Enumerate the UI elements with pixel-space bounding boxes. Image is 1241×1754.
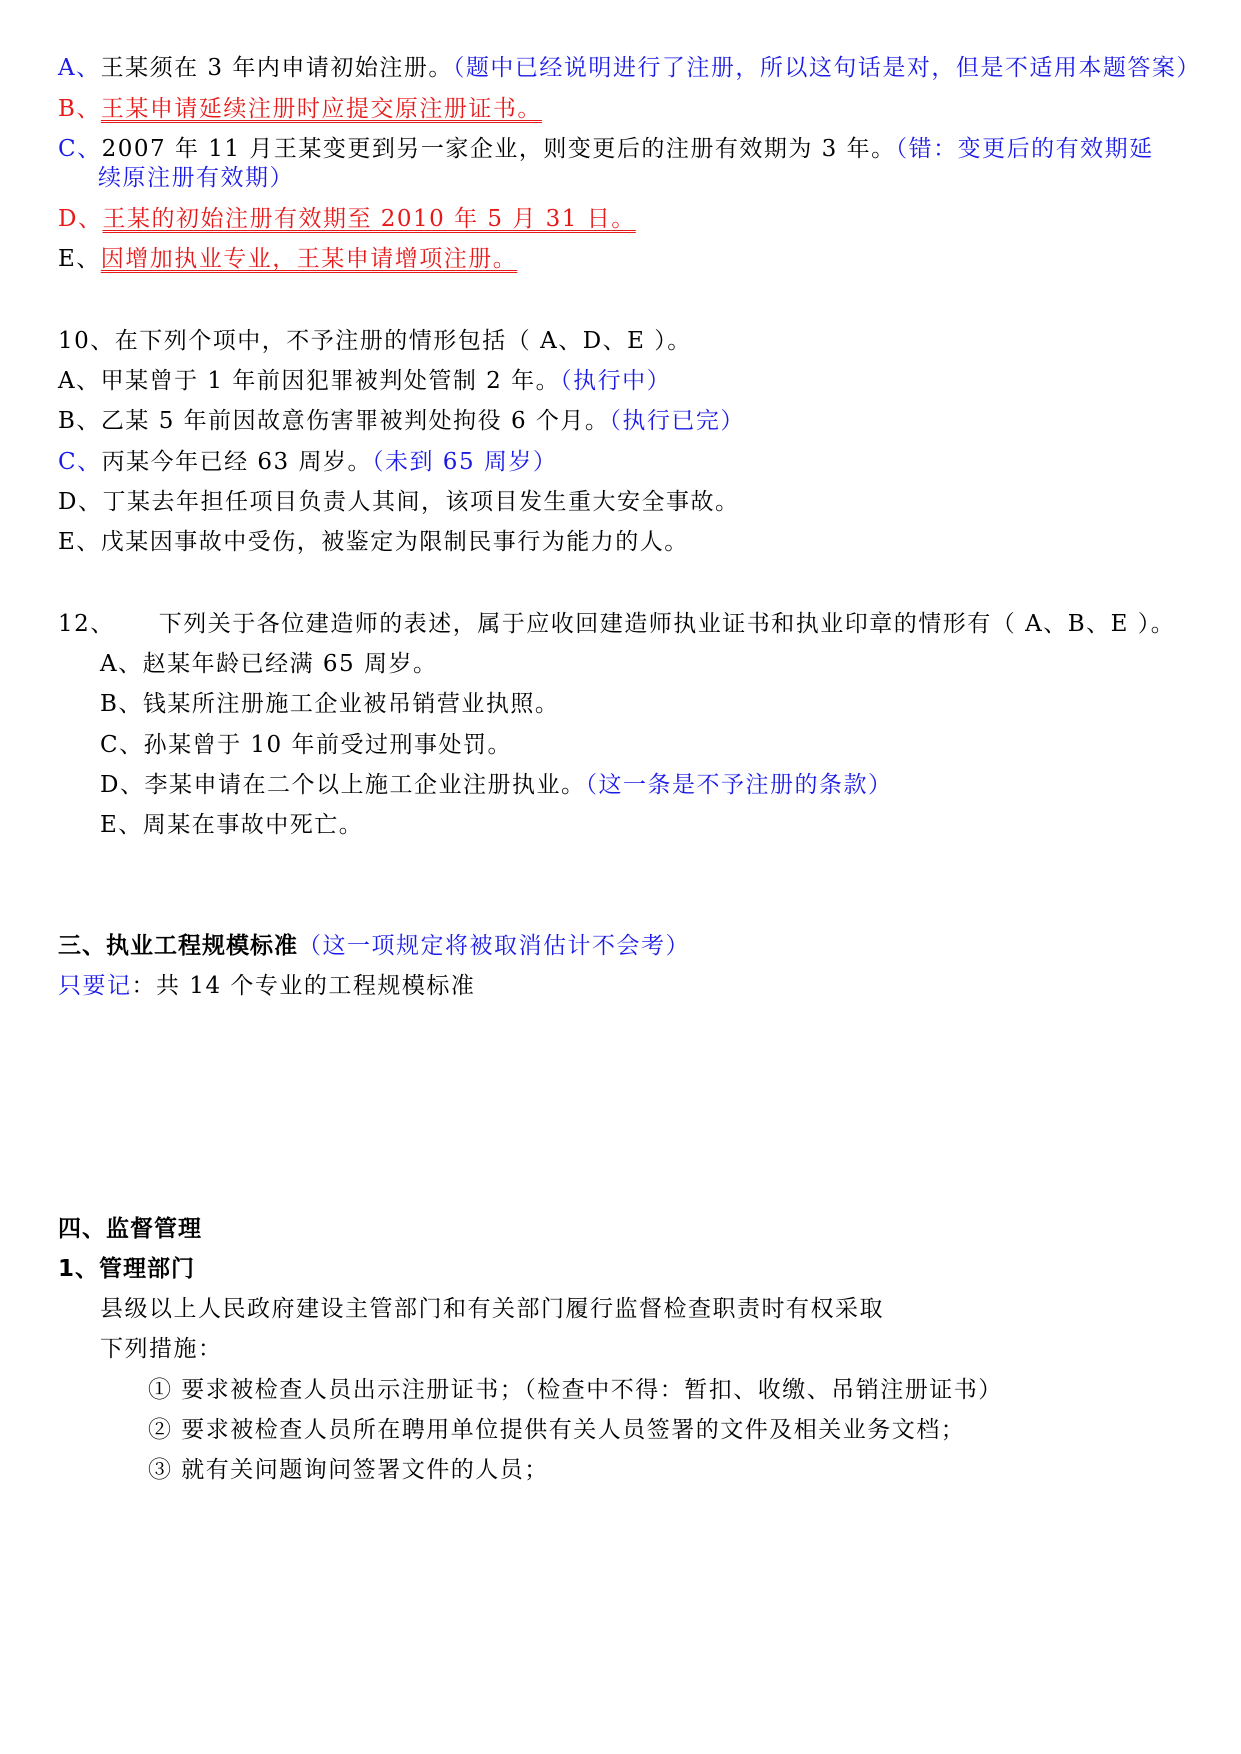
section-4-paragraph-2: 下列措施： — [100, 1336, 223, 1362]
option-a-label: A、 — [58, 55, 101, 81]
q12-option-c: C、孙某曾于 10 年前受过刑事处罚。 — [100, 732, 512, 758]
q10-option-c — [58, 446, 1201, 478]
q12-option-d-text: D、李某申请在二个以上施工企业注册执业。 — [100, 772, 586, 798]
measure-item-1: ① 要求被检查人员出示注册证书；（检查中不得：暂扣、收缴、吊销注册证书） — [148, 1377, 1003, 1403]
option-d-line — [58, 203, 1201, 235]
option-c-text: 2007 年 11 月王某变更到另一家企业，则变更后的注册有效期为 3 年。 — [101, 136, 896, 162]
option-e-line — [58, 243, 1201, 275]
q10-option-d: D、丁某去年担任项目负责人其间，该项目发生重大安全事故。 — [58, 489, 740, 515]
section-3-remember — [58, 970, 1201, 1002]
q10-option-c-label: C、 — [58, 449, 102, 475]
q10-option-a-text: A、甲某曾于 1 年前因犯罪被判处管制 2 年。 — [58, 368, 561, 394]
q10-option-c-text: 丙某今年已经 63 周岁。 — [101, 449, 372, 475]
option-c-note-1: （错：变更后的有效期延 — [895, 136, 1154, 162]
option-a-text: 王某须在 3 年内申请初始注册。 — [100, 55, 453, 81]
option-d-label: D、 — [58, 206, 103, 232]
option-a-note: （题中已经说明进行了注册，所以这句话是对，但是不适用本题答案） — [452, 55, 1201, 81]
q10-option-b — [58, 405, 1201, 437]
option-c-label: C、 — [58, 136, 102, 162]
option-c-note-2: 续原注册有效期） — [98, 165, 294, 191]
option-b-line — [58, 93, 1201, 125]
section-3-title: 三、执业工程规模标准 — [58, 933, 298, 959]
q12-option-e: E、周某在事故中死亡。 — [100, 812, 364, 838]
q10-option-c-note: （未到 65 周岁） — [372, 449, 558, 475]
option-e-label: E、 — [58, 246, 101, 272]
q10-option-a-note: （执行中） — [560, 368, 672, 394]
section-3-note: （这一项规定将被取消估计不会考） — [298, 933, 690, 959]
remember-label: 只要记 — [58, 973, 132, 999]
q12-option-b: B、钱某所注册施工企业被吊销营业执照。 — [100, 691, 560, 717]
q10-option-b-text: B、乙某 5 年前因故意伤害罪被判处拘役 6 个月。 — [58, 408, 610, 434]
option-c-line — [58, 133, 1201, 165]
option-d-text: 王某的初始注册有效期至 2010 年 5 月 31 日。 — [102, 206, 636, 232]
measure-item-2: ② 要求被检查人员所在聘用单位提供有关人员签署的文件及相关业务文档； — [148, 1417, 966, 1443]
section-3-heading — [58, 930, 1201, 962]
option-b-label: B、 — [58, 96, 101, 122]
section-4-paragraph-1: 县级以上人民政府建设主管部门和有关部门履行监督检查职责时有权采取 — [100, 1296, 884, 1322]
q12-stem-line — [58, 608, 1201, 640]
measure-item-3: ③ 就有关问题询问签署文件的人员； — [148, 1457, 549, 1483]
q10-option-a — [58, 365, 1201, 397]
q10-option-e: E、戊某因事故中受伤，被鉴定为限制民事行为能力的人。 — [58, 529, 689, 555]
option-a-line — [58, 52, 1201, 84]
section-4-subheading: 1、管理部门 — [58, 1256, 196, 1282]
q12-option-d — [100, 769, 1201, 801]
q12-number: 12、 — [58, 611, 115, 637]
q12-option-d-note: （这一条是不予注册的条款） — [585, 772, 893, 798]
q10-stem: 10、在下列个项中，不予注册的情形包括（ A、D、E ）。 — [58, 328, 692, 354]
q10-option-b-note: （执行已完） — [609, 408, 745, 434]
section-4-title: 四、监督管理 — [58, 1216, 202, 1242]
option-e-text: 因增加执业专业，王某申请增项注册。 — [100, 246, 518, 272]
q12-stem: 下列关于各位建造师的表述，属于应收回建造师执业证书和执业印章的情形有（ A、B、E ）。 — [158, 611, 1176, 637]
option-b-text: 王某申请延续注册时应提交原注册证书。 — [100, 96, 542, 122]
remember-text: ：共 14 个专业的工程规模标准 — [131, 973, 476, 999]
q12-option-a: A、赵某年龄已经满 65 周岁。 — [100, 651, 438, 677]
option-c-continuation — [98, 162, 1201, 194]
